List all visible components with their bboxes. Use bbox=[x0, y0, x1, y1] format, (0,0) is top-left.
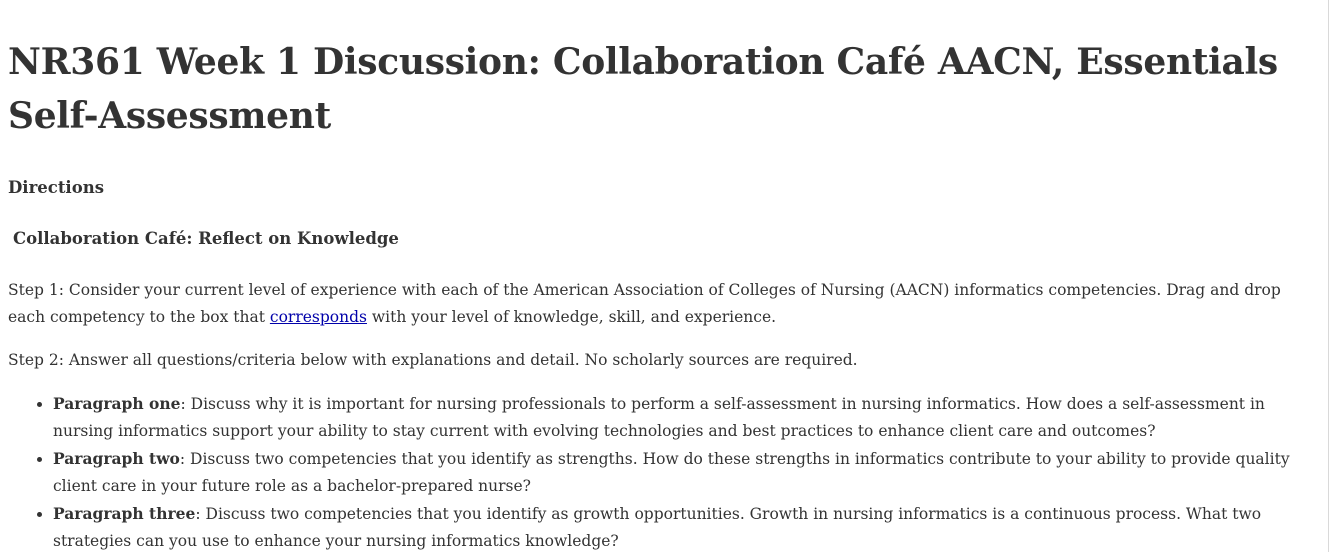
article-content bbox=[8, 0, 1313, 552]
step-1-text-before: Step 1: Consider your current level of experience with each of the American Association of Colleges of Nursing (AACN) informatics competencies. Drag and drop each competency to the box that bbox=[8, 281, 1281, 326]
directions-heading: Directions bbox=[8, 178, 104, 197]
step-1-text bbox=[8, 277, 1313, 331]
section-heading: Collaboration Café: Reflect on Knowledge bbox=[13, 229, 399, 248]
list-item-paragraph-three bbox=[53, 500, 1313, 552]
step-2-text: Step 2: Answer all questions/criteria below with explanations and detail. No scholarly sources are required. bbox=[8, 351, 858, 369]
page-right-border bbox=[1328, 0, 1329, 552]
corresponds-link[interactable]: corresponds bbox=[269, 308, 367, 326]
paragraph-three-text: : Discuss two competencies that you identify as growth opportunities. Growth in nursing informatics is a continuous process. What two strategies can you use to enhance your nursing informatics knowledge? bbox=[53, 505, 1262, 550]
paragraph-two-label: Paragraph two bbox=[53, 449, 180, 468]
paragraph-one-label: Paragraph one bbox=[53, 394, 181, 413]
paragraph-two-text: : Discuss two competencies that you identify as strengths. How do these strengths in informatics contribute to your ability to provide quality client care in your future role as a bachelor-prepared nurse? bbox=[53, 450, 1290, 495]
list-item-paragraph-two bbox=[53, 445, 1313, 500]
step-1-text-after: with your level of knowledge, skill, and experience. bbox=[366, 308, 777, 326]
paragraph-list bbox=[8, 390, 1313, 552]
page-title: NR361 Week 1 Discussion: Collaboration Café AACN, Essentials Self-Assessment bbox=[8, 41, 1278, 137]
list-item-paragraph-one bbox=[53, 390, 1313, 445]
paragraph-one-text: : Discuss why it is important for nursing professionals to perform a self-assessment in nursing informatics. How does a self-assessment in nursing informatics support your ability to stay current with evolving technologies and best practices to enhance client care and outcomes? bbox=[53, 395, 1265, 440]
paragraph-three-label: Paragraph three bbox=[53, 504, 196, 523]
